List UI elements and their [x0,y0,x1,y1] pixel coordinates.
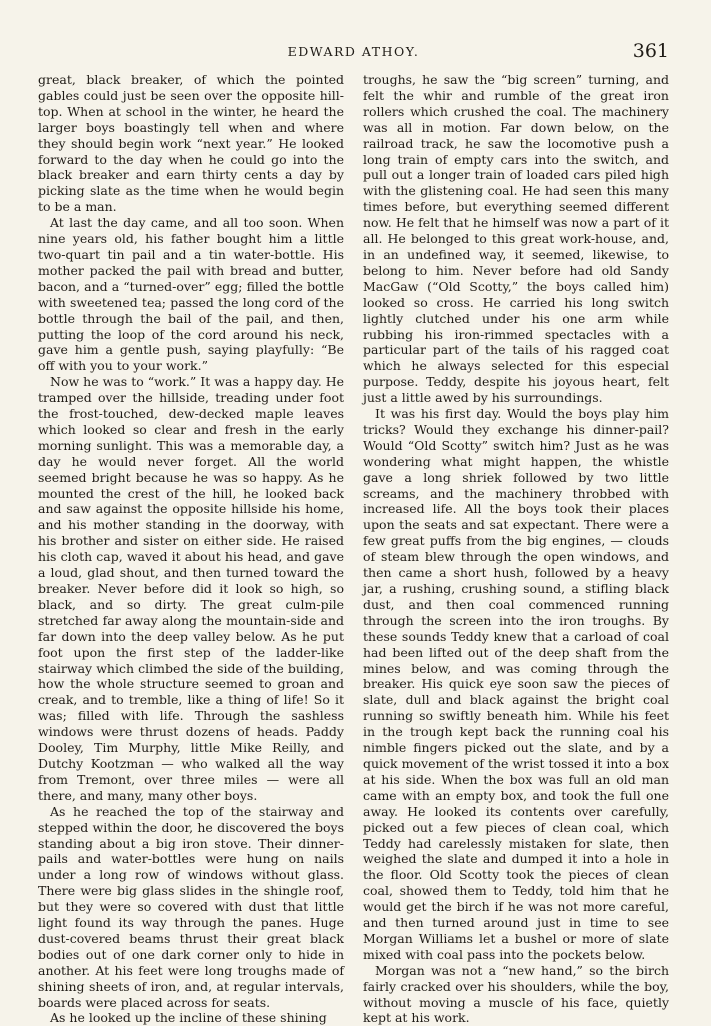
paragraph: troughs, he saw the “big screen” turning, and felt the whir and rumble of the great iron rollers which crushed the coal. The machinery was all in motion. Far down below, on the railroad track, he saw the locomotive push a long train of empty cars into the switch, and pull out a longer train of loaded cars piled high with the glistening coal. He had seen this many times before, but everything seemed different now. He felt that he himself was now a part of it all. He belonged to this great work-house, and, in an undefined way, it seemed, likewise, to belong to him. Never before had old Sandy MacGaw (“Old Scotty,” the boys called him) looked so cross. He carried his long switch lightly clutched under his one arm while rubbing his iron-rimmed spectacles with a particular part of the tails of his ragged coat which he always selected for this especial purpose. Teddy, despite his joyous heart, felt just a little awed by his surroundings. [363,72,669,406]
paragraph: As he reached the top of the stairway and stepped within the door, he discovered the boys standing about a big iron stove. Their dinner-pails and water-bottles were hung on nails under a long row of windows without glass. There were big glass slides in the shingle roof, but they were so covered with dust that little light found its way through the panes. Huge dust-covered beams thrust their great black bodies out of one dark corner only to hide in another. At his feet were long troughs made of shining sheets of iron, and, at regular intervals, boards were placed across for seats. [38,803,344,1010]
page-number: 361 [632,40,669,62]
paragraph: Morgan was not a “new hand,” so the birch fairly cracked over his shoulders, while the boy, without moving a muscle of his face, quietly kept at his work. [363,962,669,1026]
paragraph: Now he was to “work.” It was a happy day. He tramped over the hillside, treading under foot the frost-touched, dew-decked maple leaves which looked so clear and fresh in the early morning sunlight. This was a memorable day, a day he would never forget. All the world seemed bright because he was so happy. As he mounted the crest of the hill, he looked back and saw against the opposite hillside his home, and his mother standing in the doorway, with his brother and sister on either side. He raised his cloth cap, waved it about his head, and gave a loud, glad shout, and then turned toward the breaker. Never before did it look so high, so black, and so dirty. The great culm-pile stretched far away along the mountain-side and far down into the deep valley below. As he put foot upon the first step of the ladder-like stairway which climbed the side of the building, how the whole structure seemed to groan and creak, and to tremble, like a thing of life! So it was; filled with life. Through the sashless windows were thrust dozens of heads. Paddy Dooley, Tim Murphy, little Mike Reilly, and Dutchy Kootzman — who walked all the way from Tremont, over three miles — were all there, and many, many other boys. [38,374,344,803]
paragraph: At last the day came, and all too soon. When nine years old, his father bought him a little two-quart tin pail and a tin water-bottle. His mother packed the pail with bread and butter, bacon, and a “turned-over” egg; filled the bottle with sweetened tea; passed the long cord of the bottle through the bail of the pail, and then, putting the loop of the cord around his neck, gave him a gentle push, saying playfully: “Be off with you to your work.” [38,215,344,374]
page-header [38,40,669,66]
left-column [38,72,344,1026]
right-column [363,72,669,1026]
text-columns [38,72,669,1026]
paragraph: As he looked up the incline of these shining [50,1010,327,1026]
running-title: EDWARD ATHOY. [287,44,420,59]
paragraph: It was his first day. Would the boys play him tricks? Would they exchange his dinner-pail? Would “Old Scotty” switch him? Just as he was wondering what might happen, the whistle gave a long shriek followed by two little screams, and the machinery throbbed with increased life. All the boys took their places upon the seats and sat expectant. There were a few great puffs from the big engines, — clouds of steam blew through the open windows, and then came a short hush, followed by a heavy jar, a rushing, crushing sound, a stifling black dust, and then coal commenced running through the screen into the iron troughs. By these sounds Teddy knew that a carload of coal had been lifted out of the deep shaft from the mines below, and was coming through the breaker. His quick eye soon saw the pieces of slate, dull and black against the bright coal running so swiftly beneath him. While his feet in the trough kept back the running coal his nimble fingers picked out the slate, and by a quick movement of the wrist tossed it into a box at his side. When the box was full an old man came with an empty box, and took the full one away. He looked its contents over carefully, picked out a few pieces of clean coal, which Teddy had carelessly mistaken for slate, then weighed the slate and dumped it into a hole in the floor. Old Scotty took the pieces of clean coal, showed them to Teddy, told him that he would get the birch if he was not more careful, and then turned around just in time to see Morgan Williams let a bushel or more of slate mixed with coal pass into the pockets below. [363,406,669,962]
paragraph: great, black breaker, of which the pointed gables could just be seen over the opposite hill-top. When at school in the winter, he heard the larger boys boastingly tell when and where they should begin work “next year.” He looked forward to the day when he could go into the black breaker and earn thirty cents a day by picking slate as the time when he would begin to be a man. [38,72,344,215]
